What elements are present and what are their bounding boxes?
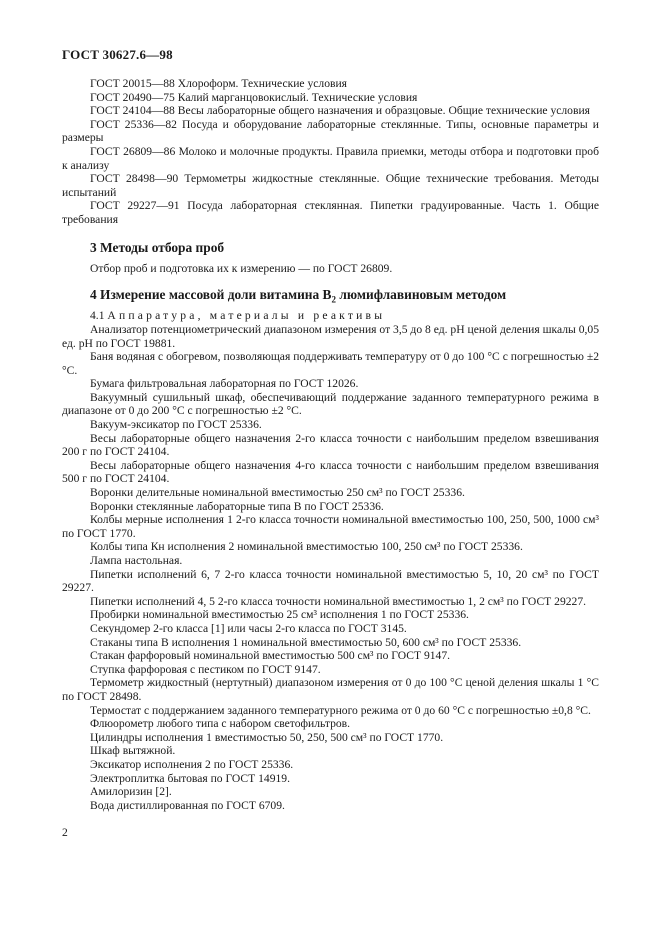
reference-text: Термометры жидкостные стеклянные. Общие технические требования. Методы испытаний [62,172,599,199]
equipment-item: Весы лабораторные общего назначения 4-го класса точности с наибольшим пределом взвешивания 500 г по ГОСТ 24104. [62,458,599,486]
reference-text: Калий марганцовокислый. Технические условия [177,90,418,104]
reference-code: ГОСТ 28498—90 [90,172,179,186]
reference-item [62,145,599,172]
equipment-item: Стакан фарфоровый номинальной вместимостью 500 см³ по ГОСТ 9147. [90,649,451,663]
equipment-item: Колбы мерные исполнения 1 2-го класса точности номинальной вместимостью 100, 250, 500, 1000 см³ по ГОСТ 1770. [62,513,599,540]
section-3-heading: 3 Методы отбора проб [90,239,225,255]
reference-text: Посуда лабораторная стеклянная. Пипетки градуированные. Часть 1. Общие требования [62,199,599,226]
document-header: ГОСТ 30627.6—98 [62,47,173,62]
equipment-item: Вода дистиллированная по ГОСТ 6709. [90,798,285,812]
equipment-item: Стаканы типа В исполнения 1 номинальной вместимостью 50, 600 см³ по ГОСТ 25336. [90,635,522,649]
equipment-item: Воронки стеклянные лабораторные типа В по ГОСТ 25336. [90,499,384,513]
equipment-item: Электроплитка бытовая по ГОСТ 14919. [90,771,290,785]
subsection-title: Аппаратура, материалы и реактивы [107,309,386,323]
reference-item [62,91,599,105]
reference-text: Молоко и молочные продукты. Правила приемки, методы отбора и подготовки проб к анализу [62,144,599,172]
section-4-heading [90,286,599,305]
equipment-item: Анализатор потенциометрический диапазоном измерения от 3,5 до 8 ед. рН ценой деления шкалы 0,05 ед. рН по ГОСТ 19881. [62,322,599,350]
equipment-item: Термостат с поддержанием заданного температурного режима от 0 до 60 °С с погрешностью ±0,8 °С. [90,703,591,717]
equipment-item: Пробирки номинальной вместимостью 25 см³ исполнения 1 по ГОСТ 25336. [90,608,469,622]
reference-item [62,104,599,118]
equipment-item: Шкаф вытяжной. [90,744,176,758]
section-4-heading-suffix: люмифлавиновым методом [335,286,507,302]
equipment-item: Лампа настольная. [90,554,183,567]
subsection-4-1-heading [62,309,599,323]
reference-item [62,77,599,91]
reference-code: ГОСТ 26809—86 [90,144,176,158]
equipment-item: Флюорометр любого типа с набором светофильтров. [90,717,351,731]
reference-item [62,172,599,199]
reference-code: ГОСТ 20490—75 [90,90,175,104]
subsection-number: 4.1 [90,309,108,323]
equipment-item: Бумага фильтровальная лабораторная по ГОСТ 12026. [90,377,359,391]
section-4-heading-subscript: 2 [331,294,336,305]
equipment-item: Термометр жидкостный (нертутный) диапазоном измерения от 0 до 100 °С ценой деления шкалы 1 °С по ГОСТ 28498. [62,676,599,703]
equipment-item: Эксикатор исполнения 2 по ГОСТ 25336. [90,757,294,771]
equipment-item: Цилиндры исполнения 1 вместимостью 50, 250, 500 см³ по ГОСТ 1770. [90,730,444,744]
equipment-item: Вакуумный сушильный шкаф, обеспечивающий поддержание заданного температурного режима в диапазоне от 0 до 200 °С с погрешностью ±2 °С. [62,390,599,418]
equipment-item: Весы лабораторные общего назначения 2-го класса точности с наибольшим пределом взвешивания 200 г по ГОСТ 24104. [62,431,599,459]
reference-code: ГОСТ 29227—91 [90,199,180,213]
equipment-item: Амилоризин [2]. [90,785,172,799]
reference-item [62,199,599,226]
equipment-item: Пипетки исполнений 4, 5 2-го класса точности номинальной вместимостью 1, 2 см³ по ГОСТ 29227. [90,594,587,608]
equipment-item: Секундомер 2-го класса [1] или часы 2-го класса по ГОСТ 3145. [90,621,407,635]
reference-code: ГОСТ 24104—88 [90,104,175,118]
equipment-item: Вакуум-эксикатор по ГОСТ 25336. [90,418,262,432]
reference-text: Хлороформ. Технические условия [177,77,348,90]
section-3-text: Отбор проб и подготовка их к измерению — по ГОСТ 26809. [90,262,393,276]
section-4-heading-prefix: 4 Измерение массовой доли витамина В [90,286,332,302]
equipment-item: Пипетки исполнений 6, 7 2-го класса точности номинальной вместимостью 5, 10, 20 см³ по ГОСТ 29227. [62,567,599,595]
reference-code: ГОСТ 20015—88 [90,77,175,90]
reference-code: ГОСТ 25336—82 [90,117,177,131]
equipment-item: Ступка фарфоровая с пестиком по ГОСТ 9147. [90,662,321,676]
reference-list [62,77,599,227]
equipment-item: Колбы типа Кн исполнения 2 номинальной вместимостью 100, 250 см³ по ГОСТ 25336. [90,540,523,554]
page-number: 2 [62,826,68,839]
reference-text: Весы лабораторные общего назначения и образцовые. Общие технические условия [177,104,590,118]
reference-item [62,118,599,145]
reference-text: Посуда и оборудование лабораторные стеклянные. Типы, основные параметры и размеры [62,117,599,145]
equipment-item: Баня водяная с обогревом, позволяющая поддерживать температуру от 0 до 100 °С с погрешностью ±2 °С. [62,350,599,377]
equipment-item: Воронки делительные номинальной вместимостью 250 см³ по ГОСТ 25336. [90,486,465,500]
equipment-list [62,323,599,812]
page-content [62,77,599,812]
